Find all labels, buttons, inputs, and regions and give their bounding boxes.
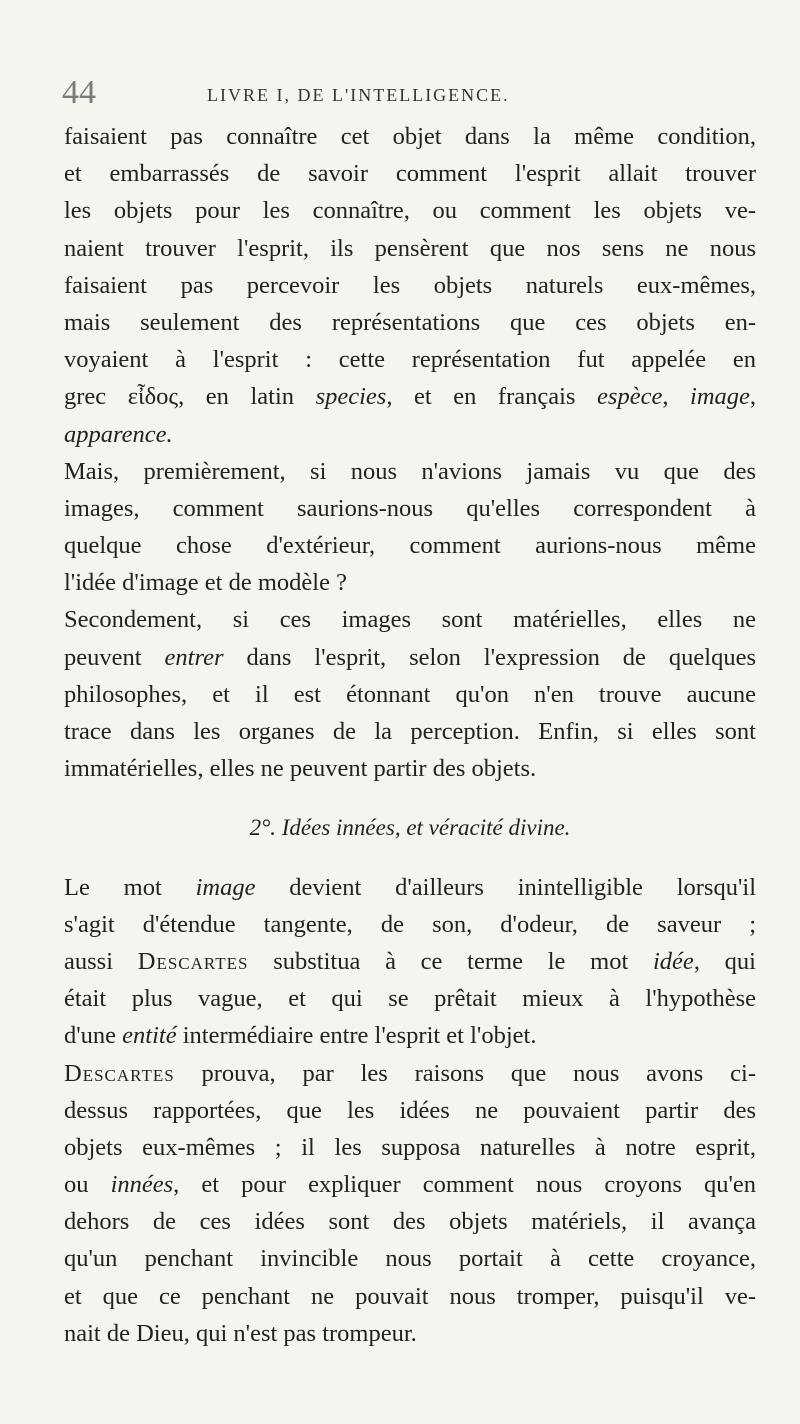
italic-term: entité (122, 1022, 177, 1050)
text-run: prouva, par les raisons que nous avons ci- (174, 1059, 756, 1087)
text-line: trace dans les organes de la perception. Enfin, si elles sont (64, 718, 756, 745)
text-line (64, 378, 756, 415)
italic-term: idée (653, 947, 694, 975)
italic-term: entrer (164, 643, 224, 671)
page-header (62, 74, 762, 114)
text-line: mais seulement des représentations que ces objets en- (64, 308, 756, 336)
text-line: naient trouver l'esprit, ils pensèrent que nos sens ne nous (64, 234, 756, 262)
author-name: Descartes (137, 947, 249, 975)
text-run: d'une (64, 1022, 123, 1050)
text-line: dessus rapportées, que les idées ne pouvaient partir des (64, 1096, 756, 1124)
italic-term: espèce (597, 383, 663, 411)
text-line (64, 639, 756, 676)
text-line: philosophes, et il est étonnant qu'on n'en trouve aucune (64, 680, 756, 708)
section-heading-text: Idées innées (281, 815, 395, 841)
text-run: intermédiaire entre l'esprit et l'objet. (176, 1022, 537, 1050)
text-line: objets eux-mêmes ; il les supposa naturelles à notre esprit, (64, 1133, 756, 1161)
italic-term: image (690, 383, 750, 411)
running-head: LIVRE I, DE L'INTELLIGENCE. (207, 85, 510, 105)
text-run: ou (64, 1171, 111, 1199)
section-heading-text: , et véracité divine. (394, 815, 571, 841)
text-line: Secondement, si ces images sont matérielles, elles ne (64, 606, 756, 634)
italic-term: species (315, 383, 387, 411)
text-line (64, 1055, 756, 1092)
text-run: , (662, 383, 691, 411)
section-heading (64, 809, 756, 846)
page-number: 44 (62, 74, 96, 111)
author-name: Descartes (64, 1059, 175, 1087)
text-line: Mais, premièrement, si nous n'avions jamais vu que des (64, 457, 756, 485)
body-text (64, 118, 756, 1352)
text-line: était plus vague, et qui se prêtait mieux à l'hypothèse (64, 985, 756, 1013)
italic-term: image (195, 873, 256, 901)
text-line: dehors de ces idées sont des objets matériels, il avança (64, 1208, 756, 1236)
text-line: et que ce penchant ne pouvait nous tromper, puisqu'il ve- (64, 1282, 756, 1310)
text-line: quelque chose d'extérieur, comment aurions-nous même (64, 532, 756, 560)
italic-term: apparence. (64, 420, 173, 448)
text-line (64, 416, 756, 453)
text-run: , qui (693, 947, 756, 975)
text-line (64, 1166, 756, 1203)
text-line: voyaient à l'esprit : cette représentation fut appelée en (64, 346, 756, 374)
section-number: 2°. (249, 815, 282, 841)
text-run: Le mot (64, 873, 196, 901)
text-line: images, comment saurions-nous qu'elles correspondent à (64, 494, 756, 522)
text-line: immatérielles, elles ne peuvent partir des objets. (64, 755, 537, 783)
text-line: qu'un penchant invincible nous portait à cette croyance, (64, 1245, 756, 1273)
text-line (64, 943, 756, 980)
text-run: peuvent (64, 643, 165, 671)
text-run: dans l'esprit, selon l'expression de quelques (223, 643, 757, 671)
text-line: s'agit d'étendue tangente, de son, d'odeur, de saveur ; (64, 910, 756, 938)
text-line: nait de Dieu, qui n'est pas trompeur. (64, 1319, 417, 1347)
text-run: , et pour expliquer comment nous croyons qu'en (173, 1171, 757, 1199)
text-run: , et en français (386, 383, 598, 411)
text-line: les objets pour les connaître, ou comment les objets ve- (64, 197, 756, 225)
text-run: grec εἶδος, en latin (64, 383, 316, 411)
text-line: faisaient pas connaître cet objet dans la même condition, (64, 123, 756, 150)
text-run: aussi (64, 947, 138, 975)
italic-term: innées (110, 1171, 174, 1199)
text-line (64, 869, 756, 906)
text-line: l'idée d'image et de modèle ? (64, 569, 347, 597)
text-run: , (749, 383, 757, 411)
text-line: faisaient pas percevoir les objets naturels eux-mêmes, (64, 271, 756, 299)
text-run: devient d'ailleurs inintelligible lorsqu'il (255, 873, 756, 901)
text-line (64, 1017, 756, 1054)
text-run: substitua à ce terme le mot (248, 947, 653, 975)
text-line: et embarrassés de savoir comment l'esprit allait trouver (64, 160, 756, 188)
